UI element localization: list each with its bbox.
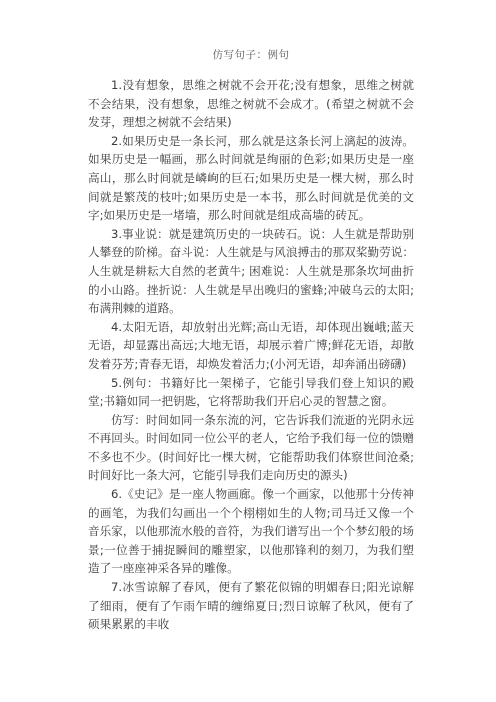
paragraph-3: 3.事业说：就是建筑历史的一块砖石。说：人生就是帮助别人攀登的阶梯。奋斗说：人生就是与风浪搏击的那双桨勤劳说：人生就是耕耘大自然的老黄牛; 困难说：人生就是那条坎坷曲折的小山路。挫折说：人生就是早出晚归的蜜蜂;冲破乌云的太阳;布满荆棘的道路。	[88, 226, 414, 316]
paragraph-imitation: 仿写：时间如同一条东流的河，它告诉我们流逝的光阴永远不再回头。时间如同一位公平的老人，它给予我们每一位的馈赠不多也不少。(时间好比一棵大树，它能帮助我们体察世间沧桑;时间好比一条大河，它能引导我们走向历史的源头)	[88, 412, 414, 483]
paragraph-6: 6.《史记》是一座人物画廊。像一个画家，以他那十分传神的画笔，为我们勾画出一个个栩栩如生的人物;司马迁又像一个音乐家，以他那流水般的音符，为我们谱写出一个个梦幻般的场景;一位善于捕捉瞬间的雕塑家，以他那锋利的刻刀，为我们塑造了一座座神采各异的雕像。	[88, 487, 414, 576]
paragraph-7: 7.冰雪谅解了春风，便有了繁花似锦的明媚春日;阳光谅解了细雨，便有了乍雨乍晴的缠绵夏日;烈日谅解了秋风，便有了硕果累累的丰收	[88, 580, 414, 632]
paragraph-4: 4.太阳无语，却放射出光辉;高山无语，却体现出巍峨;蓝天无语，却显露出高远;大地无语，却展示着广博;鲜花无语，却散发着芬芳;青春无语，却焕发着活力;(小河无语，却奔涌出磅礴)	[88, 319, 414, 371]
paragraph-2: 2.如果历史是一条长河，那么就是这条长河上漓起的波涛。如果历史是一幅画，那么时间就是绚丽的色彩;如果历史是一座高山，那么时间就是嶙峋的巨石;如果历史是一棵大树，那么时间就是繁茂的枝叶;如果历史是一本书，那么时间就是优美的文字;如果历史是一堵墙，那么时间就是组成高墙的砖瓦。	[88, 133, 414, 223]
document-title: 仿写句子：例句	[212, 49, 290, 61]
paragraph-1: 1.没有想象，思维之树就不会开花;没有想象，思维之树就不会结果，没有想象，思维之树就不会成才。(希望之树就不会发芽，理想之树就不会结果)	[88, 78, 414, 130]
paragraph-5: 5.例句：书籍好比一架梯子，它能引导我们登上知识的殿堂;书籍如同一把钥匙，它将帮助我们开启心灵的智慧之窗。	[88, 375, 414, 409]
